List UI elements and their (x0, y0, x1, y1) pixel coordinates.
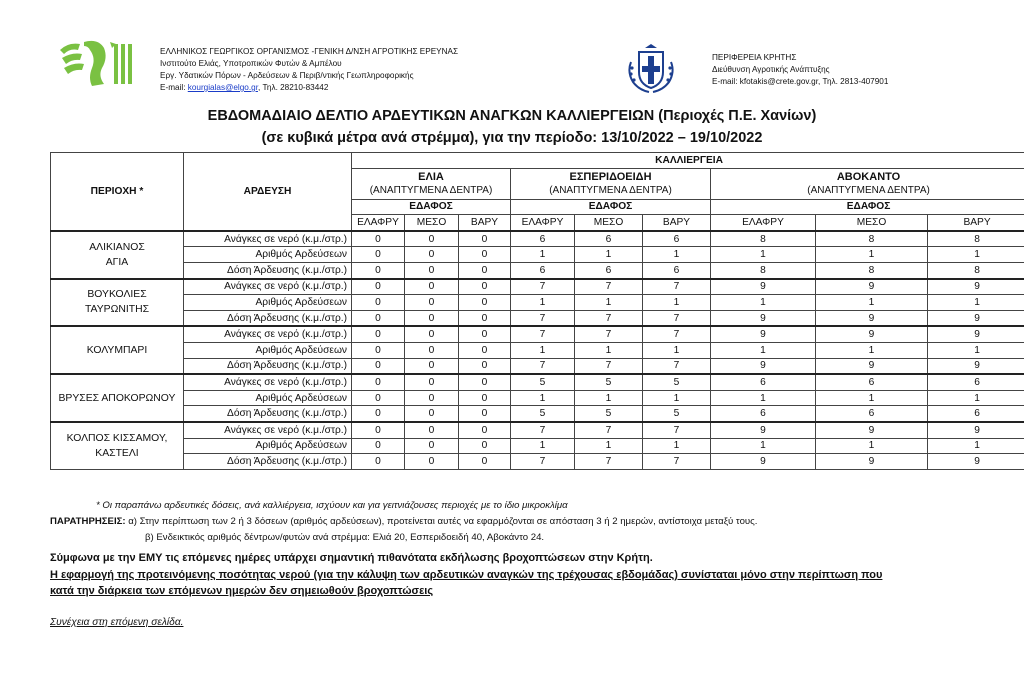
value-cell: 0 (405, 374, 459, 390)
value-cell: 1 (816, 247, 928, 263)
row-label: Αριθμός Αρδεύσεων (184, 342, 352, 358)
table-row (51, 374, 1024, 390)
value-cell: 9 (816, 279, 928, 295)
table-row (51, 310, 1024, 326)
region-name-line1: ΚΟΛΥΜΠΑΡΙ (86, 344, 148, 356)
value-cell: 1 (575, 438, 643, 454)
row-label: Ανάγκες σε νερό (κ.μ./στρ.) (184, 326, 352, 342)
application-notice-2: κατά την διάρκεια των επόμενων ημερών δεν σημειωθούν βροχοπτώσεις (50, 585, 434, 597)
lab-name: Εργ. Υδατικών Πόρων - Αρδεύσεων & Περιβ/ντικής Γεωπληροφορικής (160, 71, 414, 80)
region-name-line1: ΚΟΛΠΟΣ ΚΙΣΣΑΜΟΥ, (66, 432, 168, 444)
value-cell: 1 (928, 247, 1024, 263)
value-cell: 0 (459, 279, 511, 295)
value-cell: 8 (816, 262, 928, 278)
value-cell: 0 (352, 310, 405, 326)
value-cell: 0 (405, 326, 459, 342)
table-row (51, 390, 1024, 406)
value-cell: 0 (459, 374, 511, 390)
soil-header: ΕΔΑΦΟΣ (711, 199, 1024, 215)
value-cell: 1 (511, 342, 575, 358)
irrigation-table (50, 152, 1024, 470)
value-cell: 5 (643, 374, 711, 390)
value-cell: 0 (352, 342, 405, 358)
value-cell: 7 (643, 310, 711, 326)
value-cell: 8 (928, 231, 1024, 247)
value-cell: 1 (928, 390, 1024, 406)
value-cell: 0 (405, 422, 459, 438)
value-cell: 6 (816, 374, 928, 390)
value-cell: 9 (711, 326, 816, 342)
row-label: Δόση Άρδευσης (κ.μ./στρ.) (184, 262, 352, 278)
value-cell: 9 (816, 454, 928, 470)
row-label: Αριθμός Αρδεύσεων (184, 295, 352, 311)
row-label: Δόση Άρδευσης (κ.μ./στρ.) (184, 406, 352, 422)
crop-citrus (511, 168, 711, 199)
region-column-header: ΠΕΡΙΟΧΗ * (51, 153, 184, 231)
value-cell: 7 (575, 358, 643, 374)
value-cell: 7 (511, 454, 575, 470)
value-cell: 1 (928, 438, 1024, 454)
table-row (51, 406, 1024, 422)
value-cell: 0 (352, 262, 405, 278)
value-cell: 0 (405, 358, 459, 374)
value-cell: 7 (511, 422, 575, 438)
continued-note: Συνέχεια στη επόμενη σελίδα. (50, 617, 184, 628)
region-name-line2: ΚΑΣΤΕΛΙ (95, 447, 139, 459)
region-name-line1: ΒΡΥΣΕΣ ΑΠΟΚΟΡΩΝΟΥ (58, 392, 176, 404)
value-cell: 1 (643, 295, 711, 311)
value-cell: 8 (711, 231, 816, 247)
value-cell: 1 (711, 342, 816, 358)
value-cell: 6 (643, 262, 711, 278)
row-label: Αριθμός Αρδεύσεων (184, 390, 352, 406)
value-cell: 0 (405, 390, 459, 406)
value-cell: 0 (352, 422, 405, 438)
table-row (51, 295, 1024, 311)
header-left-block (160, 46, 458, 94)
value-cell: 7 (643, 422, 711, 438)
value-cell: 0 (352, 279, 405, 295)
value-cell: 1 (643, 390, 711, 406)
value-cell: 9 (928, 310, 1024, 326)
crops-header: ΚΑΛΛΙΕΡΓΕΙΑ (352, 153, 1024, 169)
value-cell: 7 (511, 326, 575, 342)
soil-light: ΕΛΑΦΡΥ (352, 215, 405, 231)
value-cell: 1 (575, 295, 643, 311)
soil-heavy: ΒΑΡΥ (459, 215, 511, 231)
table-row (51, 231, 1024, 247)
value-cell: 9 (928, 326, 1024, 342)
crop-sub: (ΑΝΑΠΤΥΓΜΕΝΑ ΔΕΝΤΡΑ) (807, 184, 930, 196)
region-name-cell (51, 374, 184, 422)
value-cell: 7 (575, 279, 643, 295)
value-cell: 0 (459, 390, 511, 406)
header-right-block (712, 52, 888, 88)
value-cell: 5 (511, 406, 575, 422)
value-cell: 9 (816, 422, 928, 438)
phone-text: , Τηλ. 28210-83442 (257, 83, 329, 92)
value-cell: 7 (643, 326, 711, 342)
value-cell: 6 (511, 262, 575, 278)
value-cell: 9 (928, 422, 1024, 438)
page-subtitle: (σε κυβικά μέτρα ανά στρέμμα), για την περίοδο: 13/10/2022 – 19/10/2022 (261, 130, 763, 146)
value-cell: 0 (352, 454, 405, 470)
email-link[interactable]: kourgialas@elgo.gr (187, 83, 258, 92)
value-cell: 0 (405, 295, 459, 311)
value-cell: 0 (352, 358, 405, 374)
row-label: Αριθμός Αρδεύσεων (184, 247, 352, 263)
region-name-line1: ΒΟΥΚΟΛΙΕΣ (87, 289, 147, 301)
value-cell: 5 (643, 406, 711, 422)
value-cell: 7 (643, 279, 711, 295)
value-cell: 0 (459, 422, 511, 438)
value-cell: 9 (711, 279, 816, 295)
value-cell: 1 (575, 390, 643, 406)
value-cell: 0 (459, 262, 511, 278)
crop-sub: (ΑΝΑΠΤΥΓΜΕΝΑ ΔΕΝΤΡΑ) (549, 184, 672, 196)
value-cell: 1 (511, 390, 575, 406)
value-cell: 7 (575, 310, 643, 326)
value-cell: 9 (711, 310, 816, 326)
value-cell: 6 (928, 374, 1024, 390)
value-cell: 6 (711, 406, 816, 422)
row-label: Ανάγκες σε νερό (κ.μ./στρ.) (184, 422, 352, 438)
row-label: Ανάγκες σε νερό (κ.μ./στρ.) (184, 231, 352, 247)
value-cell: 7 (575, 422, 643, 438)
value-cell: 1 (711, 390, 816, 406)
value-cell: 1 (711, 247, 816, 263)
row-label: Δόση Άρδευσης (κ.μ./στρ.) (184, 310, 352, 326)
table-row (51, 358, 1024, 374)
value-cell: 7 (575, 454, 643, 470)
value-cell: 0 (405, 262, 459, 278)
soil-light: ΕΛΑΦΡΥ (711, 215, 816, 231)
value-cell: 1 (643, 247, 711, 263)
soil-medium: ΜΕΣΟ (816, 215, 928, 231)
value-cell: 0 (352, 406, 405, 422)
region-contact: E-mail: kfotakis@crete.gov.gr, Τηλ. 2813-407901 (712, 77, 889, 86)
value-cell: 0 (459, 454, 511, 470)
value-cell: 0 (459, 310, 511, 326)
crop-avocado (711, 168, 1024, 199)
value-cell: 1 (711, 438, 816, 454)
page-title: ΕΒΔΟΜΑΔΙΑΙΟ ΔΕΛΤΙΟ ΑΡΔΕΥΤΙΚΩΝ ΑΝΑΓΚΩΝ ΚΑΛΛΙΕΡΓΕΙΩΝ (Περιοχές Π.Ε. Χανίων) (207, 108, 817, 124)
value-cell: 0 (352, 247, 405, 263)
value-cell: 1 (816, 295, 928, 311)
value-cell: 1 (816, 390, 928, 406)
remarks-label: ΠΑΡΑΤΗΡΗΣΕΙΣ: (50, 516, 126, 527)
value-cell: 0 (352, 374, 405, 390)
region-name-line1: ΑΛΙΚΙΑΝΟΣ (89, 241, 145, 253)
value-cell: 7 (511, 310, 575, 326)
value-cell: 9 (711, 358, 816, 374)
value-cell: 6 (575, 262, 643, 278)
value-cell: 1 (643, 342, 711, 358)
footnote: * Οι παραπάνω αρδευτικές δόσεις, ανά καλλιέργεια, ισχύουν και για γειτνιάζουσες περιοχές με το ίδιο μικροκλίμα (96, 500, 568, 511)
org-name: ΕΛΛΗΝΙΚΟΣ ΓΕΩΡΓΙΚΟΣ ΟΡΓΑΝΙΣΜΟΣ -ΓΕΝΙΚΗ Δ/ΝΣΗ ΑΓΡΟΤΙΚΗΣ ΕΡΕΥΝΑΣ (160, 47, 459, 56)
value-cell: 0 (405, 231, 459, 247)
value-cell: 1 (816, 342, 928, 358)
value-cell: 9 (711, 454, 816, 470)
value-cell: 9 (816, 358, 928, 374)
table-row (51, 454, 1024, 470)
value-cell: 0 (459, 406, 511, 422)
value-cell: 7 (511, 279, 575, 295)
value-cell: 6 (643, 231, 711, 247)
value-cell: 0 (405, 438, 459, 454)
value-cell: 0 (405, 310, 459, 326)
region-name: ΠΕΡΙΦΕΡΕΙΑ ΚΡΗΤΗΣ (712, 53, 797, 62)
region-name-cell (51, 422, 184, 469)
soil-heavy: ΒΑΡΥ (643, 215, 711, 231)
row-label: Ανάγκες σε νερό (κ.μ./στρ.) (184, 279, 352, 295)
table-row (51, 342, 1024, 358)
region-name-line2: ΑΓΙΑ (105, 256, 129, 268)
value-cell: 9 (928, 279, 1024, 295)
value-cell: 0 (459, 247, 511, 263)
value-cell: 7 (643, 358, 711, 374)
value-cell: 8 (928, 262, 1024, 278)
value-cell: 0 (405, 406, 459, 422)
value-cell: 0 (459, 342, 511, 358)
value-cell: 0 (459, 295, 511, 311)
value-cell: 6 (575, 231, 643, 247)
value-cell: 0 (352, 438, 405, 454)
table-row (51, 262, 1024, 278)
value-cell: 6 (711, 374, 816, 390)
value-cell: 1 (643, 438, 711, 454)
value-cell: 1 (575, 247, 643, 263)
value-cell: 1 (575, 342, 643, 358)
value-cell: 1 (928, 342, 1024, 358)
institute-name: Ινστιτούτο Ελιάς, Υποτροπικών Φυτών & Αμπέλου (160, 59, 342, 68)
table-row (51, 247, 1024, 263)
value-cell: 9 (928, 454, 1024, 470)
region-name-cell (51, 231, 184, 279)
region-name-line2: ΤΑΥΡΩΝΙΤΗΣ (84, 304, 150, 316)
value-cell: 1 (928, 295, 1024, 311)
email-prefix: E-mail: (160, 83, 188, 92)
row-label: Ανάγκες σε νερό (κ.μ./στρ.) (184, 374, 352, 390)
table-row (51, 279, 1024, 295)
remark-a-text: α) Στην περίπτωση των 2 ή 3 δόσεων (αριθμός αρδεύσεων), προτείνεται αυτές να εφαρμόζονται σε απόσταση 3 ή 2 ημερών, αντίστοιχα μεταξύ τους. (125, 516, 758, 527)
soil-header: ΕΔΑΦΟΣ (511, 199, 711, 215)
value-cell: 1 (816, 438, 928, 454)
soil-medium: ΜΕΣΟ (575, 215, 643, 231)
soil-light: ΕΛΑΦΡΥ (511, 215, 575, 231)
application-notice-1: Η εφαρμογή της προτεινόμενης ποσότητας νερού (για την κάλυψη των αρδευτικών αναγκών της τρέχουσας εβδομάδας) συνίσταται μόνο στην περίπτωση που (50, 569, 883, 581)
row-label: Δόση Άρδευσης (κ.μ./στρ.) (184, 358, 352, 374)
value-cell: 9 (816, 326, 928, 342)
crop-sub: (ΑΝΑΠΤΥΓΜΕΝΑ ΔΕΝΤΡΑ) (369, 184, 493, 196)
value-cell: 9 (711, 422, 816, 438)
value-cell: 0 (352, 295, 405, 311)
soil-header: ΕΔΑΦΟΣ (352, 199, 511, 215)
value-cell: 8 (816, 231, 928, 247)
crop-name: ΕΛΙΑ (418, 170, 444, 183)
value-cell: 0 (405, 342, 459, 358)
region-name-cell (51, 279, 184, 327)
forecast-notice: Σύμφωνα με την ΕΜΥ τις επόμενες ημέρες υπάρχει σημαντική πιθανότατα εκδήλωσης βροχοπτώσεων στην Κρήτη. (50, 552, 653, 564)
value-cell: 1 (711, 295, 816, 311)
value-cell: 6 (928, 406, 1024, 422)
value-cell: 9 (928, 358, 1024, 374)
value-cell: 6 (511, 231, 575, 247)
value-cell: 6 (816, 406, 928, 422)
value-cell: 7 (575, 326, 643, 342)
soil-medium: ΜΕΣΟ (405, 215, 459, 231)
region-name-cell (51, 326, 184, 374)
table-row (51, 326, 1024, 342)
value-cell: 0 (459, 438, 511, 454)
value-cell: 0 (459, 326, 511, 342)
value-cell: 1 (511, 247, 575, 263)
value-cell: 7 (643, 454, 711, 470)
table-row (51, 422, 1024, 438)
row-label: Αριθμός Αρδεύσεων (184, 438, 352, 454)
value-cell: 1 (511, 438, 575, 454)
crop-name: ΕΣΠΕΡΙΔΟΕΙΔΗ (569, 170, 652, 183)
table-row (51, 438, 1024, 454)
value-cell: 8 (711, 262, 816, 278)
greek-emblem-icon (625, 42, 677, 94)
soil-heavy: ΒΑΡΥ (928, 215, 1024, 231)
value-cell: 0 (459, 358, 511, 374)
directorate-name: Διεύθυνση Αγροτικής Ανάπτυξης (712, 65, 830, 74)
contact-line (160, 82, 458, 94)
value-cell: 5 (575, 406, 643, 422)
crop-olive (352, 168, 511, 199)
remark-b: β) Ενδεικτικός αριθμός δέντρων/φυτών ανά στρέμμα: Ελιά 20, Εσπεριδοειδή 40, Αβοκάντο 24. (145, 532, 545, 543)
value-cell: 0 (352, 231, 405, 247)
value-cell: 0 (405, 247, 459, 263)
value-cell: 0 (405, 279, 459, 295)
value-cell: 0 (352, 326, 405, 342)
value-cell: 7 (511, 358, 575, 374)
value-cell: 5 (511, 374, 575, 390)
value-cell: 0 (405, 454, 459, 470)
value-cell: 5 (575, 374, 643, 390)
value-cell: 0 (459, 231, 511, 247)
value-cell: 9 (816, 310, 928, 326)
elgo-logo-icon (58, 38, 138, 90)
crop-name: ΑΒΟΚΑΝΤΟ (836, 170, 901, 183)
irrigation-column-header: ΑΡΔΕΥΣΗ (184, 153, 352, 231)
row-label: Δόση Άρδευσης (κ.μ./στρ.) (184, 454, 352, 470)
remarks-a (50, 516, 757, 527)
value-cell: 0 (352, 390, 405, 406)
value-cell: 1 (511, 295, 575, 311)
